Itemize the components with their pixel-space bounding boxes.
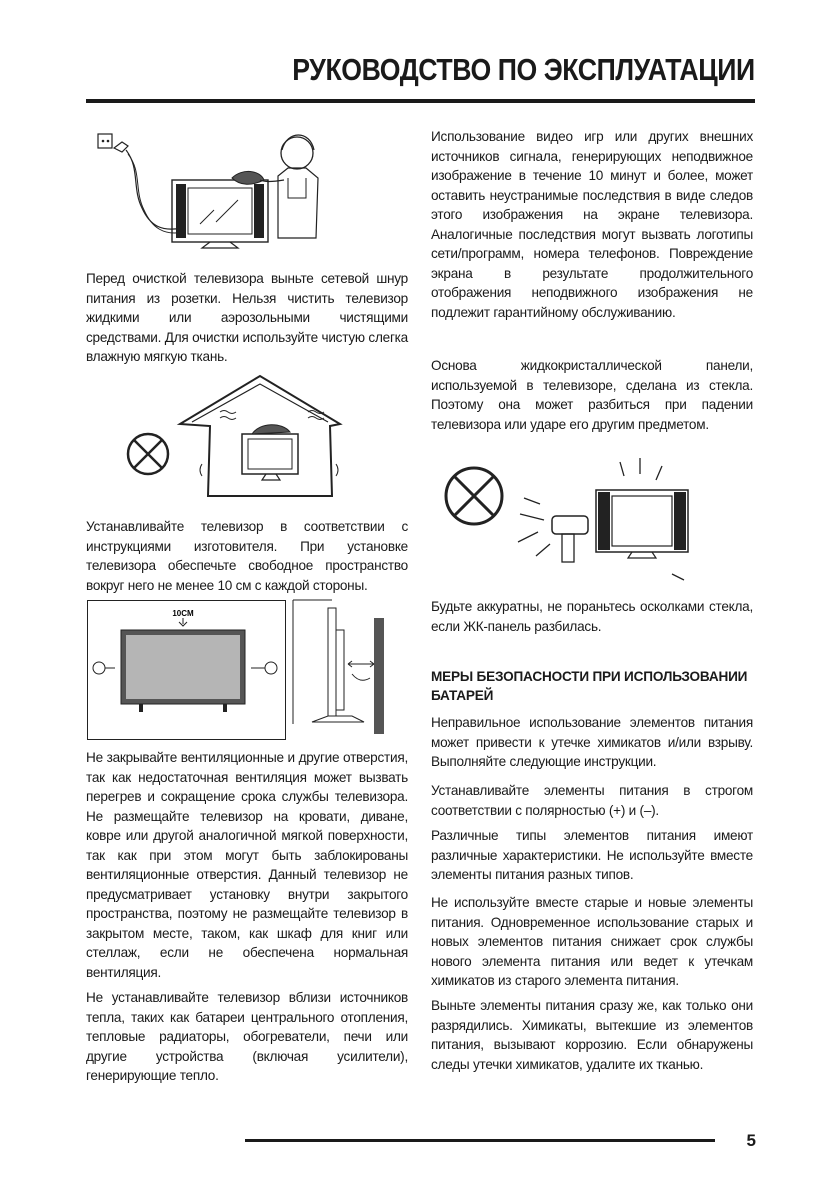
clearance-side-illustration bbox=[292, 600, 392, 740]
battery-safety-heading: МЕРЫ БЕЗОПАСНОСТИ ПРИ ИСПОЛЬЗОВАНИИ БАТАРЕЙ bbox=[431, 669, 748, 703]
house-placement-illustration bbox=[120, 372, 350, 502]
battery-paragraph-5: Выньте элементы питания сразу же, как только они разрядились. Химикаты, вытекшие из элементов питания, вызывают коррозию. Если обнаружены следы утечки химикатов, удалите их тканью. bbox=[431, 998, 753, 1072]
page-title: РУКОВОДСТВО ПО ЭКСПЛУАТАЦИИ bbox=[292, 52, 755, 87]
clearance-front-illustration bbox=[87, 600, 286, 740]
header-rule bbox=[86, 99, 755, 103]
cleaning-illustration bbox=[92, 128, 332, 248]
battery-paragraph-2: Устанавливайте элементы питания в строгом соответствии с полярностью (+) и (–). bbox=[431, 783, 753, 818]
shards-paragraph: Будьте аккуратны, не пораньтесь осколками стекла, если ЖК-панель разбилась. bbox=[431, 599, 753, 634]
heat-sources-paragraph: Не устанавливайте телевизор вблизи источников тепла, таких как батареи центрального отопления, тепловые радиаторы, обогреватели, печи или другие устройства (включая усилители), генерирующие тепло. bbox=[86, 990, 408, 1083]
clearance-label: 10CM bbox=[172, 609, 194, 618]
battery-paragraph-3: Различные типы элементов питания имеют различные характеристики. Не используйте вместе элементы питания разных типов. bbox=[431, 828, 753, 882]
battery-paragraph-4: Не используйте вместе старые и новые элементы питания. Одновременное использование старых и новых элементов питания снижает срок службы нового элемента питания или ведет к утечкам химикатов из старого элемента питания. bbox=[431, 895, 753, 988]
ventilation-paragraph: Не закрывайте вентиляционные и другие отверстия, так как недостаточная вентиляция может вызвать перегрев и сокращение срока службы телевизора. Не размещайте телевизор на кровати, диване, ковре или другой аналогичной мягкой поверхности, так как при этом могут быть заблокированы вентиляционные отверстия. Данный телевизор не предусматривает установку внутри закрытого пространства, поэтому не размещайте телевизор в закрытом месте, таком, как шкаф для книг или стеллаж, если не обеспечена нормальная вентиляция. bbox=[86, 750, 408, 980]
cleaning-paragraph: Перед очисткой телевизора выньте сетевой шнур питания из розетки. Нельзя чистить телевизор жидкими или аэрозольными чистящими средствами. Для очистки используйте чистую слегка влажную мягкую ткань. bbox=[86, 271, 408, 364]
battery-paragraph-1: Неправильное использование элементов питания может привести к утечке химикатов и/или взрыву. Выполняйте следующие инструкции. bbox=[431, 715, 753, 769]
footer-rule bbox=[245, 1139, 715, 1142]
installation-paragraph: Устанавливайте телевизор в соответствии с инструкциями изготовителя. При установке телевизора обеспечьте свободное пространство вокруг него не менее 10 см с каждой стороны. bbox=[86, 519, 408, 593]
page-number: 5 bbox=[746, 1131, 756, 1150]
glass-panel-paragraph: Основа жидкокристаллической панели, используемой в телевизоре, сделана из стекла. Поэтому она может разбиться при падении телевизора или ударе его другим предметом. bbox=[431, 358, 753, 432]
broken-glass-illustration bbox=[440, 452, 700, 592]
video-games-paragraph: Использование видео игр или других внешних источников сигнала, генерирующих неподвижное изображение в течение 10 минут и более, может оставить неустранимые последствия в виде следов этого изображения на экране телевизора. Аналогичные последствия могут вызвать логотипы сети/программ, номера телефонов. Повреждение экрана в результате продолжительного отображения неподвижного изображения не подлежит гарантийному обслуживанию. bbox=[431, 129, 753, 320]
